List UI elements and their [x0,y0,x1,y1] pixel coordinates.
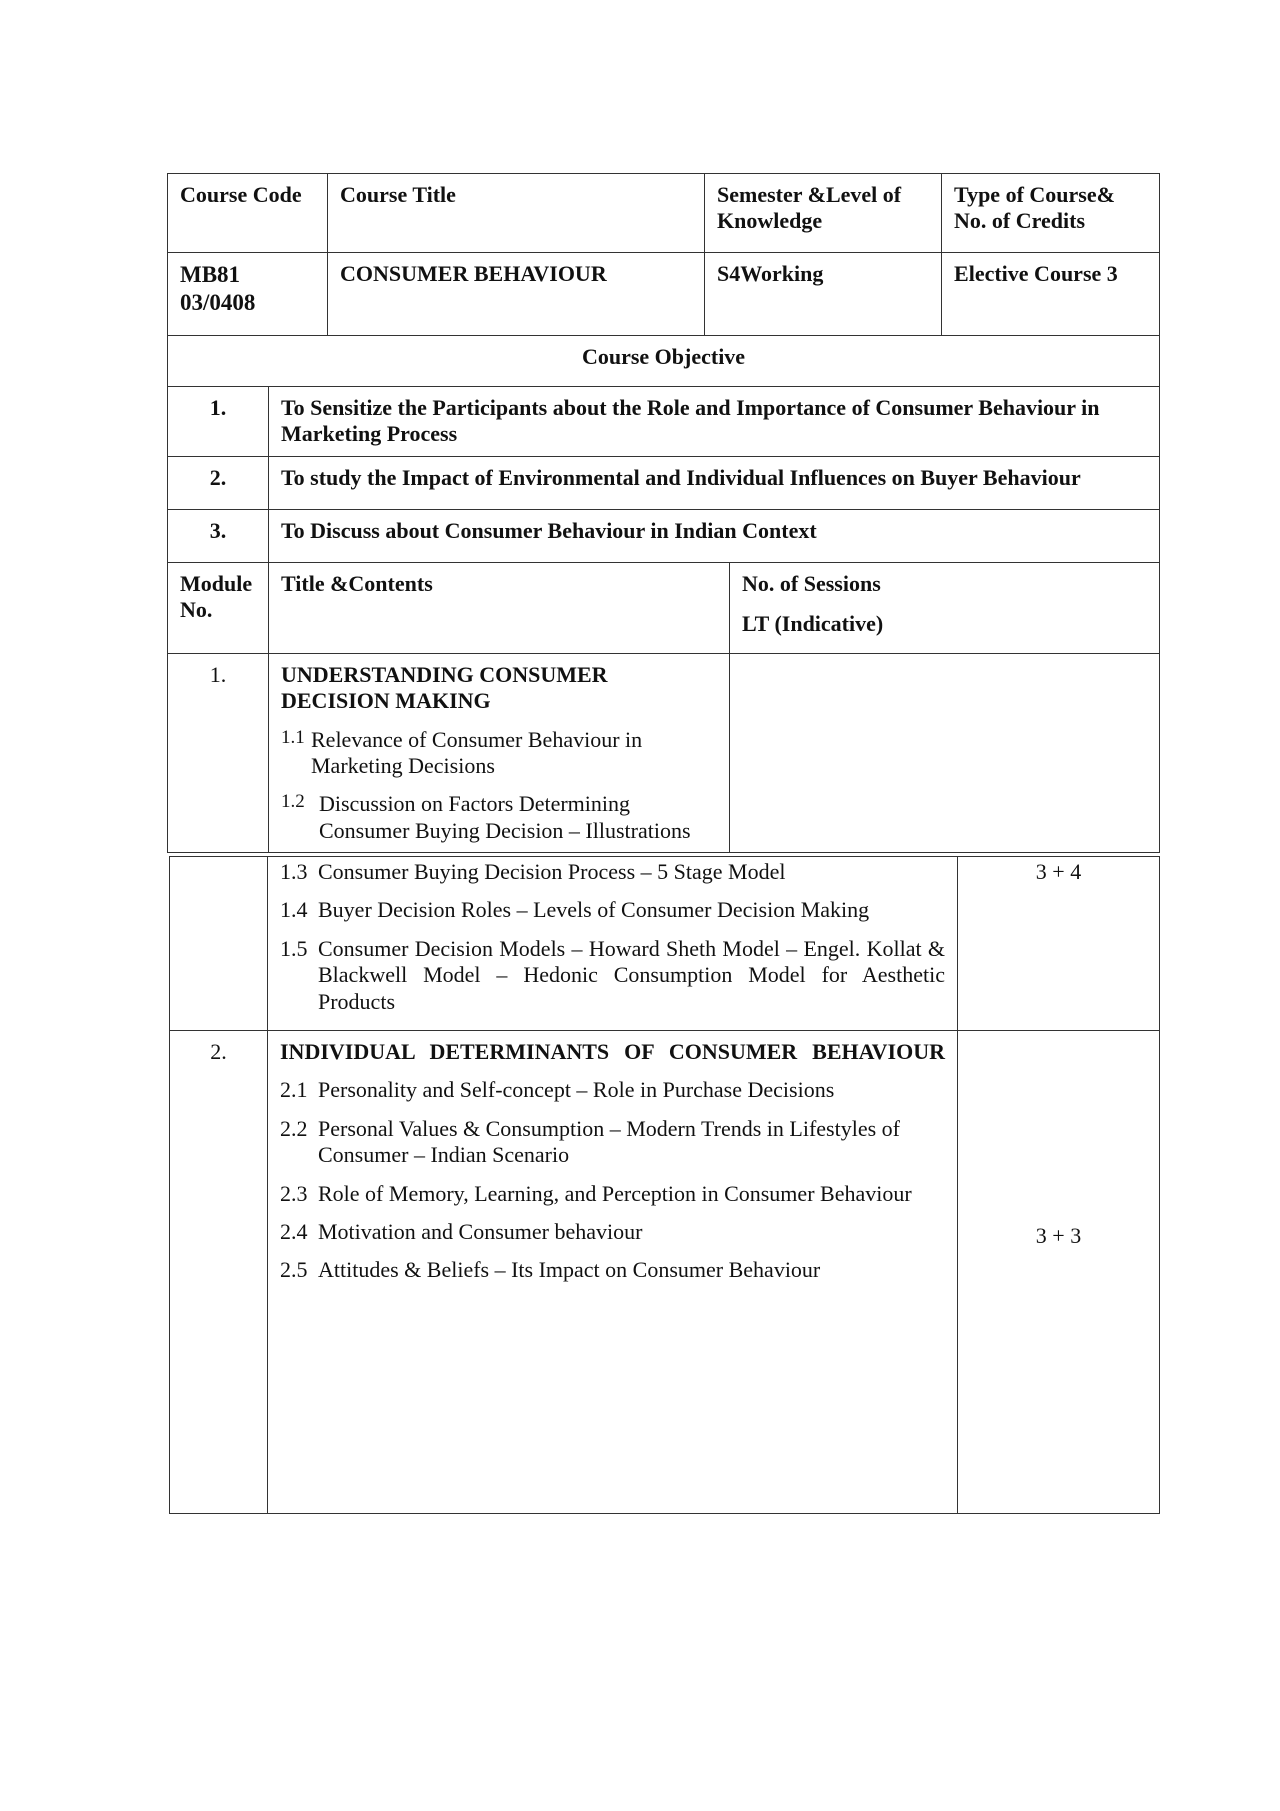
topic-number: 2.3 [280,1180,308,1206]
topic-item [280,897,945,923]
sessions-cell [730,653,1160,852]
semester-header: Semester &Level of Knowledge [705,174,942,253]
topic-item [281,791,717,844]
module-number: 1. [168,653,269,852]
topic-number: 1.1 [281,726,305,748]
objective-number: 3. [168,509,269,562]
course-table-continued [169,856,1160,1514]
topic-number: 2.4 [280,1218,308,1244]
objective-number: 1. [168,387,269,457]
objective-text: To Discuss about Consumer Behaviour in Indian Context [269,509,1160,562]
course-title: CONSUMER BEHAVIOUR [328,253,705,336]
module-contents [269,653,730,852]
topic-item [280,1116,945,1169]
topic-text: Personality and Self-concept – Role in Purchase Decisions [318,1077,835,1103]
topic-text: Motivation and Consumer behaviour [318,1218,643,1244]
topic-text: Consumer Decision Models – Howard Sheth Model – Engel. Kollat & Blackwell Model – Hedonic Consumption Model for Aesthetic Products [318,935,945,1014]
topic-number: 2.1 [280,1077,308,1103]
sessions-header-line2: LT (Indicative) [742,611,884,637]
topic-text: Attitudes & Beliefs – Its Impact on Consumer Behaviour [318,1257,821,1283]
course-code-header: Course Code [168,174,328,253]
topic-item [281,727,717,780]
module-no-header: Module No. [168,562,269,653]
topic-text: Relevance of Consumer Behaviour in Marketing Decisions [311,726,643,778]
module-sessions: 3 + 3 [958,1031,1160,1514]
course-title-header: Course Title [328,174,705,253]
topic-text: Role of Memory, Learning, and Perception in Consumer Behaviour [318,1180,912,1206]
module-sessions: 3 + 4 [958,857,1160,1031]
course-code: MB81 03/0408 [168,253,328,336]
module-contents [268,857,958,1031]
topic-text: Discussion on Factors Determining Consumer Buying Decision – Illustrations [319,791,691,843]
course-table [167,173,1160,853]
topic-item [280,1077,945,1103]
course-semester: S4Working [705,253,942,336]
module-contents [268,1031,958,1514]
title-contents-header: Title &Contents [269,562,730,653]
course-objective-heading: Course Objective [168,336,1160,387]
topic-item [280,1181,945,1207]
topic-number: 1.2 [281,791,305,813]
topic-text: Buyer Decision Roles – Levels of Consumer Decision Making [318,897,870,923]
topic-item [280,859,945,885]
topic-item [280,1257,945,1283]
module-number-empty [170,857,268,1031]
topic-item [280,936,945,1015]
course-type: Elective Course 3 [942,253,1160,336]
module-title: INDIVIDUAL DETERMINANTS OF CONSUMER BEHAVIOUR [280,1039,945,1064]
topic-item [280,1219,945,1245]
sessions-header-line1: No. of Sessions [742,570,881,596]
topic-number: 1.4 [280,897,308,923]
module-title: UNDERSTANDING CONSUMER DECISION MAKING [281,661,608,714]
objective-number: 2. [168,456,269,509]
sessions-header [730,562,1160,653]
topic-text: Consumer Buying Decision Process – 5 Stage Model [318,859,786,884]
course-type-header: Type of Course& No. of Credits [942,174,1160,253]
topic-text: Personal Values & Consumption – Modern Trends in Lifestyles of Consumer – Indian Scenario [318,1115,900,1168]
objective-text: To Sensitize the Participants about the Role and Importance of Consumer Behaviour in Marketing Process [269,387,1160,457]
topic-number: 2.5 [280,1257,308,1283]
module-number: 2. [170,1031,268,1514]
topic-number: 2.2 [280,1115,308,1141]
objective-text: To study the Impact of Environmental and Individual Influences on Buyer Behaviour [269,456,1160,509]
topic-number: 1.3 [280,859,308,884]
topic-number: 1.5 [280,935,308,961]
